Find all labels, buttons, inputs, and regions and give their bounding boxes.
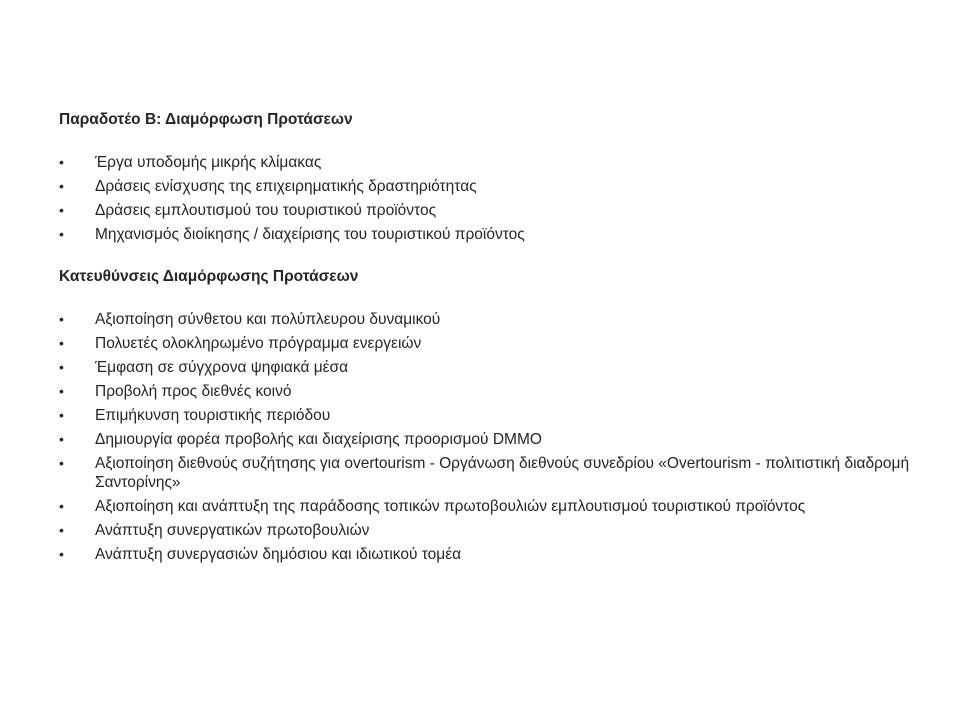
list-item: • Ανάπτυξη συνεργασιών δημόσιου και ιδιωτικού τομέα — [59, 546, 462, 563]
guidelines-list — [59, 310, 919, 564]
list-item: • Δημιουργία φορέα προβολής και διαχείρισης προορισμού DMMO — [59, 431, 542, 448]
bullet-icon: • — [59, 407, 64, 423]
bullet-icon: • — [59, 455, 64, 471]
list-item: • Μηχανισμός διοίκησης / διαχείρισης του τουριστικού προϊόντος — [59, 226, 525, 243]
list-item: • Δράσεις εμπλουτισμού του τουριστικού προϊόντος — [59, 202, 437, 219]
list-item: • Ανάπτυξη συνεργατικών πρωτοβουλιών — [59, 522, 370, 539]
slide-content — [59, 110, 919, 569]
bullet-icon: • — [59, 383, 64, 399]
list-item: • Έργα υποδομής μικρής κλίμακας — [59, 154, 322, 171]
bullet-icon: • — [59, 226, 64, 242]
bullet-icon: • — [59, 311, 64, 327]
list-item: • Επιμήκυνση τουριστικής περιόδου — [59, 407, 331, 424]
list-item: • Αξιοποίηση σύνθετου και πολύπλευρου δυναμικού — [59, 311, 441, 328]
bullet-icon: • — [59, 178, 64, 194]
list-item: • Αξιοποίηση και ανάπτυξη της παράδοσης τοπικών πρωτοβουλιών εμπλουτισμού τουριστικού προϊόντος — [59, 498, 806, 515]
deliverable-b-list — [59, 153, 919, 244]
bullet-icon: • — [59, 202, 64, 218]
bullet-icon: • — [59, 335, 64, 351]
bullet-icon: • — [59, 546, 64, 562]
bullet-icon: • — [59, 154, 64, 170]
bullet-icon: • — [59, 431, 64, 447]
section-title-guidelines: Κατευθύνσεις Διαμόρφωσης Προτάσεων — [59, 268, 359, 285]
list-item: • Αξιοποίηση διεθνούς συζήτησης για overtourism - Οργάνωση διεθνούς συνεδρίου «Overtourism - πολιτιστική διαδρομή Σαντορίνης» — [59, 455, 910, 491]
list-item: • Πολυετές ολοκληρωμένο πρόγραμμα ενεργειών — [59, 335, 422, 352]
bullet-icon: • — [59, 522, 64, 538]
list-item: • Έμφαση σε σύγχρονα ψηφιακά μέσα — [59, 359, 349, 376]
bullet-icon: • — [59, 498, 64, 514]
section-title-deliverable-b: Παραδοτέο Β: Διαμόρφωση Προτάσεων — [59, 111, 353, 128]
list-item: • Δράσεις ενίσχυσης της επιχειρηματικής δραστηριότητας — [59, 178, 477, 195]
bullet-icon: • — [59, 359, 64, 375]
list-item: • Προβολή προς διεθνές κοινό — [59, 383, 292, 400]
